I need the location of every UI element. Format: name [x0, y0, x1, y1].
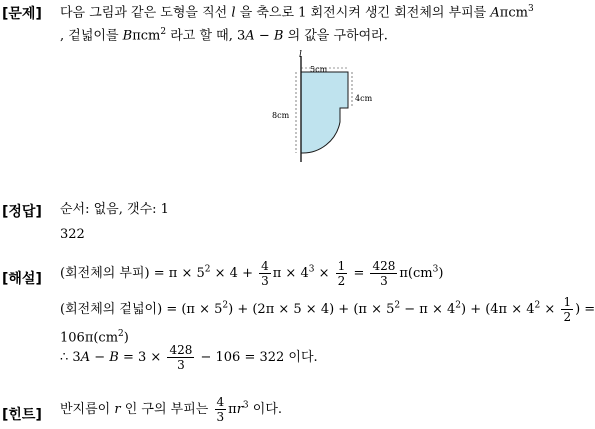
math-text: 106π(cm [60, 330, 119, 346]
math-text: ) [123, 330, 129, 346]
numerator: 4 [216, 395, 225, 409]
solution-line-1 [60, 260, 443, 287]
numerator: 1 [563, 295, 572, 309]
math-text: × [544, 302, 556, 317]
problem-text: , 겉넓이를 [60, 28, 119, 44]
hint-text: 이다. [252, 402, 283, 417]
exponent: 2 [222, 300, 229, 311]
hint-label: [힌트] [2, 407, 42, 423]
problem-label: [문제] [2, 6, 42, 22]
math-text: π [228, 402, 237, 417]
variable-a: A [490, 5, 500, 21]
answer-line-1: 순서: 없음, 갯수: 1 [60, 202, 169, 217]
variable-r: r [236, 402, 243, 417]
solution-line-3 [60, 330, 129, 344]
minus-sign: − [94, 350, 106, 365]
math-text: ) [438, 266, 444, 281]
exponent: 2 [394, 300, 401, 311]
numerator: 428 [372, 259, 396, 273]
unit: πcm [499, 5, 528, 21]
numerator: 428 [169, 343, 193, 357]
math-text: = 3 × [122, 350, 162, 365]
math-text: (회전체의 부피) = π × 5 [60, 266, 205, 281]
hint-line [60, 396, 282, 423]
math-text: ) = [575, 302, 595, 317]
fraction-428-3 [167, 344, 194, 371]
minus-sign: − [258, 28, 270, 44]
math-text: − π × 4 [404, 302, 456, 317]
label-8cm: 8cm [272, 111, 290, 120]
exponent: 2 [204, 264, 211, 275]
problem-text: 을 축으로 1 회전시켜 생긴 회전체의 부피를 [239, 5, 487, 21]
numerator: 1 [337, 259, 346, 273]
problem-line-1 [60, 5, 534, 19]
answer-label: [정답] [2, 204, 42, 220]
math-text: × 4 + [214, 266, 253, 281]
exponent: 2 [455, 300, 461, 311]
answer-value: 322 [60, 227, 85, 242]
denominator: 3 [216, 410, 225, 424]
exponent: 3 [432, 264, 439, 275]
label-5cm: 5cm [310, 65, 328, 74]
variable-b: B [273, 28, 284, 44]
variable-b: B [122, 28, 133, 44]
variable-a: A [245, 28, 255, 44]
math-text: × [318, 266, 330, 281]
math-text: − 106 = 322 이다. [200, 350, 318, 365]
problem-line-2 [60, 28, 388, 42]
math-text: (회전체의 겉넓이) = (π × 5 [60, 302, 223, 317]
axis-label: l [299, 50, 302, 60]
hint-text: 반지름이 [60, 402, 111, 417]
exponent: 2 [118, 329, 124, 339]
exponent: 2 [160, 27, 167, 37]
variable-r: r [114, 402, 121, 417]
denominator: 2 [337, 274, 346, 288]
solution-label: [해설] [2, 271, 42, 287]
solution-line-2 [60, 296, 595, 323]
exponent: 3 [308, 264, 315, 275]
variable-a: A [80, 350, 91, 365]
fraction-1-2 [561, 296, 573, 323]
solution-line-4 [60, 344, 318, 371]
exponent: 2 [534, 300, 541, 311]
problem-text: 라고 할 때, 3 [170, 28, 246, 44]
exponent: 3 [527, 4, 534, 14]
variable-l: l [231, 5, 236, 21]
fraction-4-3 [215, 396, 227, 423]
math-text: ∴ 3 [60, 350, 81, 365]
math-text: ) + (4π × 4 [460, 302, 535, 317]
math-text: π × 4 [272, 266, 309, 281]
numerator: 4 [261, 259, 269, 273]
problem-text: 의 값을 구하여라. [287, 28, 388, 44]
problem-text: 다음 그림과 같은 도형을 직선 [60, 5, 228, 21]
variable-b: B [109, 350, 119, 365]
hint-text: 인 구의 부피는 [124, 402, 209, 417]
exponent: 3 [242, 400, 249, 411]
denominator: 2 [563, 310, 572, 324]
label-4cm: 4cm [355, 94, 373, 103]
math-text: = [353, 266, 365, 281]
fraction-4-3 [259, 260, 271, 287]
denominator: 3 [261, 274, 269, 288]
math-text: π(cm [399, 266, 433, 281]
rotation-figure [268, 50, 378, 170]
math-text: ) + (2π × 5 × 4) + (π × 5 [228, 302, 395, 317]
unit: πcm [132, 28, 161, 44]
denominator: 3 [380, 274, 388, 288]
fraction-1-2 [336, 260, 348, 287]
shaded-region [301, 72, 348, 153]
denominator: 3 [177, 358, 185, 372]
fraction-428-3 [370, 260, 397, 287]
